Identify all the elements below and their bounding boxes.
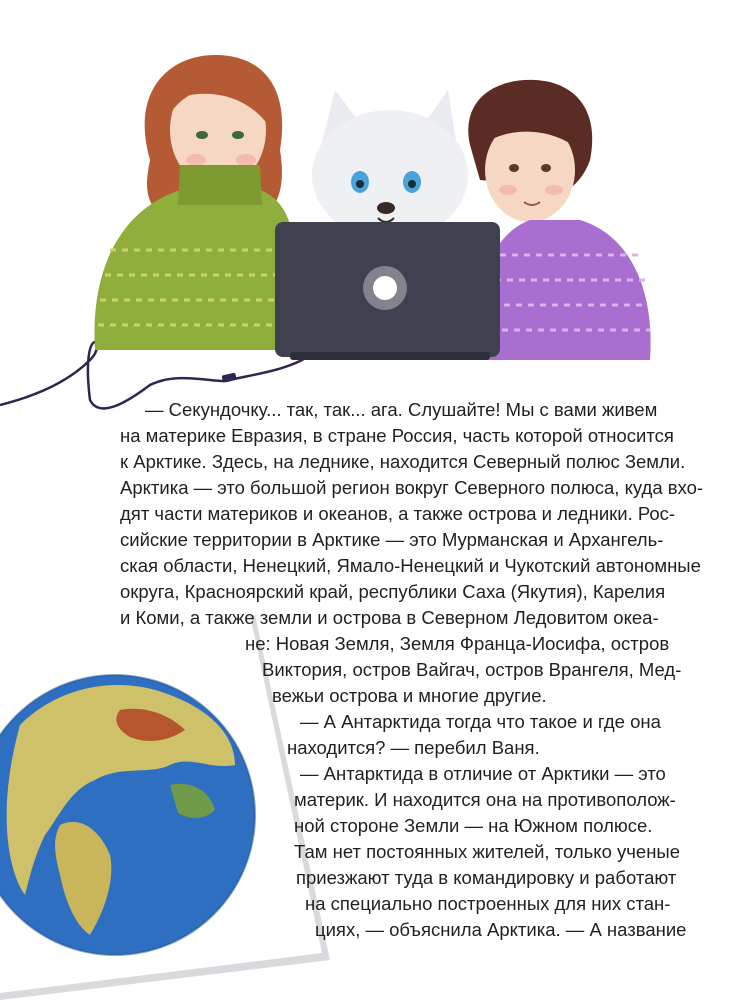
text-line: на специально построенных для них стан- [305, 893, 671, 914]
text-line: ская области, Ненецкий, Ямало-Ненецкий и Чукотский автономные [120, 555, 701, 576]
text-line: — А Антарктида тогда что такое и где она [300, 711, 661, 732]
text-line: к Арктике. Здесь, на леднике, находится Северный полюс Земли. [120, 451, 686, 472]
kids-with-laptop-illustration [0, 0, 741, 420]
text-line: — Секундочку... так, так... ага. Слушайте! Мы с вами живем [145, 399, 658, 420]
text-line: находится? — перебил Ваня. [287, 737, 540, 758]
husky-puppy [312, 90, 468, 240]
text-line: ной стороне Земли — на Южном полюсе. [294, 815, 653, 836]
girl-figure [94, 55, 295, 350]
text-line: сийские территории в Арктике — это Мурманская и Архангель- [120, 529, 664, 550]
text-line: вежьи острова и многие другие. [272, 685, 547, 706]
text-line: Там нет постоянных жителей, только ученые [294, 841, 681, 862]
text-line: округа, Красноярский край, республики Саха (Якутия), Карелия [120, 581, 666, 602]
text-line: и Коми, а также земли и острова в Северном Ледовитом океа- [120, 607, 659, 628]
text-line: Виктория, остров Вайгач, остров Врангеля, Мед- [262, 659, 682, 680]
text-line: Арктика — это большой регион вокруг Северного полюса, куда вхо- [120, 477, 704, 498]
text-line: не: Новая Земля, Земля Франца-Иосифа, остров [245, 633, 670, 654]
text-line: приезжают туда в командировку и работают [296, 867, 677, 888]
text-line: дят части материков и океанов, а также острова и ледники. Рос- [120, 503, 676, 524]
text-line: материк. И находится она на противополож- [294, 789, 676, 810]
text-line: — Антарктида в отличие от Арктики — это [300, 763, 666, 784]
text-line: циях, — объяснила Арктика. — А название [315, 919, 687, 940]
laptop [275, 222, 500, 360]
text-line: на материке Евразия, в стране Россия, часть которой относится [120, 425, 674, 446]
